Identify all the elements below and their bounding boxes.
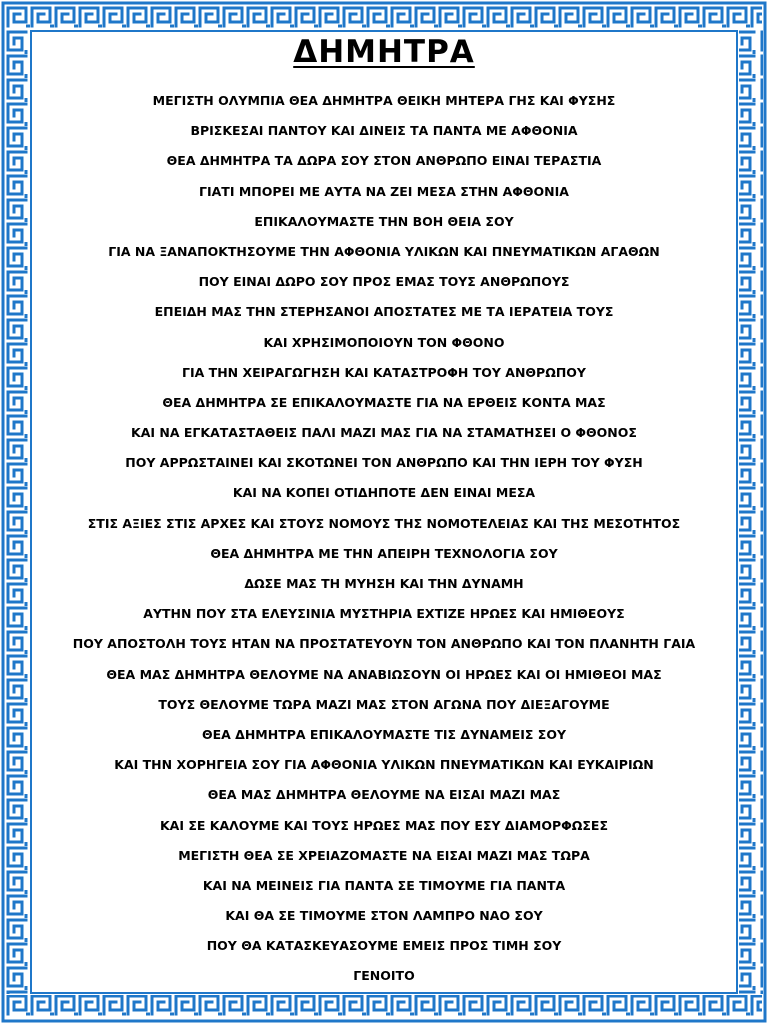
text-line: ΠΟΥ ΕΙΝΑΙ ΔΩΡΟ ΣΟΥ ΠΡΟΣ ΕΜΑΣ ΤΟΥΣ ΑΝΘΡΩΠΟΥΣ — [198, 274, 570, 290]
text-line: ΚΑΙ ΝΑ ΚΟΠΕΙ ΟΤΙΔΗΠΟΤΕ ΔΕΝ ΕΙΝΑΙ ΜΕΣΑ — [232, 485, 536, 501]
text-line: ΤΟΥΣ ΘΕΛΟΥΜΕ ΤΩΡΑ ΜΑΖΙ ΜΑΣ ΣΤΟΝ ΑΓΩΝΑ ΠΟΥ ΔΙΕΞΑΓΟΥΜΕ — [158, 696, 610, 712]
text-line: ΘΕΑ ΔΗΜΗΤΡΑ ΤΑ ΔΩΡΑ ΣΟΥ ΣΤΟΝ ΑΝΘΡΩΠΟ ΕΙΝΑΙ ΤΕΡΑΣΤΙΑ — [166, 153, 602, 169]
text-line: ΘΕΑ ΔΗΜΗΤΡΑ ΕΠΙΚΑΛΟΥΜΑΣΤΕ ΤΙΣ ΔΥΝΑΜΕΙΣ ΣΟΥ — [201, 726, 567, 742]
text-line: ΘΕΑ ΔΗΜΗΤΡΑ ΜΕ ΤΗΝ ΑΠΕΙΡΗ ΤΕΧΝΟΛΟΓΙΑ ΣΟΥ — [210, 545, 558, 561]
document-title: ΔΗΜΗΤΡΑ — [293, 34, 475, 70]
text-line: ΚΑΙ ΘΑ ΣΕ ΤΙΜΟΥΜΕ ΣΤΟΝ ΛΑΜΠΡΟ ΝΑΟ ΣΟΥ — [225, 908, 543, 924]
document-body — [40, 32, 728, 992]
text-line: ΠΟΥ ΑΡΡΩΣΤΑΙΝΕΙ ΚΑΙ ΣΚΟΤΩΝΕΙ ΤΟΝ ΑΝΘΡΩΠΟ ΚΑΙ ΤΗΝ ΙΕΡΗ ΤΟΥ ΦΥΣΗ — [125, 455, 643, 471]
text-line: ΔΩΣΕ ΜΑΣ ΤΗ ΜΥΗΣΗ ΚΑΙ ΤΗΝ ΔΥΝΑΜΗ — [244, 576, 524, 591]
text-line: ΓΙΑ ΤΗΝ ΧΕΙΡΑΓΩΓΗΣΗ ΚΑΙ ΚΑΤΑΣΤΡΟΦΗ ΤΟΥ ΑΝΘΡΩΠΟΥ — [182, 364, 586, 380]
text-line: ΓΙΑΤΙ ΜΠΟΡΕΙ ΜΕ ΑΥΤΑ ΝΑ ΖΕΙ ΜΕΣΑ ΣΤΗΝ ΑΦΘΟΝΙΑ — [199, 183, 569, 199]
text-line: ΣΤΙΣ ΑΞΙΕΣ ΣΤΙΣ ΑΡΧΕΣ ΚΑΙ ΣΤΟΥΣ ΝΟΜΟΥΣ ΤΗΣ ΝΟΜΟΤΕΛΕΙΑΣ ΚΑΙ ΤΗΣ ΜΕΣΟΤΗΤΟΣ — [87, 515, 681, 531]
text-line: ΚΑΙ ΝΑ ΜΕΙΝΕΙΣ ΓΙΑ ΠΑΝΤΑ ΣΕ ΤΙΜΟΥΜΕ ΓΙΑ ΠΑΝΤΑ — [202, 877, 566, 893]
text-line: ΕΠΕΙΔΗ ΜΑΣ ΤΗΝ ΣΤΕΡΗΣΑΝΟΙ ΑΠΟΣΤΑΤΕΣ ΜΕ ΤΑ ΙΕΡΑΤΕΙΑ ΤΟΥΣ — [154, 304, 614, 320]
text-line: ΘΕΑ ΜΑΣ ΔΗΜΗΤΡΑ ΘΕΛΟΥΜΕ ΝΑ ΑΝΑΒΙΩΣΟΥΝ ΟΙ ΗΡΩΕΣ ΚΑΙ ΟΙ ΗΜΙΘΕΟΙ ΜΑΣ — [106, 666, 662, 682]
text-line: ΠΟΥ ΘΑ ΚΑΤΑΣΚΕΥΑΣΟΥΜΕ ΕΜΕΙΣ ΠΡΟΣ ΤΙΜΗ ΣΟΥ — [206, 938, 562, 954]
text-line: ΒΡΙΣΚΕΣΑΙ ΠΑΝΤΟΥ ΚΑΙ ΔΙΝΕΙΣ ΤΑ ΠΑΝΤΑ ΜΕ ΑΦΘΟΝΙΑ — [190, 123, 578, 139]
text-line: ΓΙΑ ΝΑ ΞΑΝΑΠΟΚΤΗΣΟΥΜΕ ΤΗΝ ΑΦΘΟΝΙΑ ΥΛΙΚΩΝ ΚΑΙ ΠΝΕΥΜΑΤΙΚΩΝ ΑΓΑΘΩΝ — [108, 243, 660, 259]
text-line: ΓΕΝΟΙΤΟ — [353, 968, 415, 984]
text-line: ΚΑΙ ΤΗΝ ΧΟΡΗΓΕΙΑ ΣΟΥ ΓΙΑ ΑΦΘΟΝΙΑ ΥΛΙΚΩΝ ΠΝΕΥΜΑΤΙΚΩΝ ΚΑΙ ΕΥΚΑΙΡΙΩΝ — [114, 757, 654, 773]
prayer-text — [40, 86, 728, 992]
text-line: ΘΕΑ ΜΑΣ ΔΗΜΗΤΡΑ ΘΕΛΟΥΜΕ ΝΑ ΕΙΣΑΙ ΜΑΖΙ ΜΑΣ — [207, 787, 561, 803]
text-line: ΚΑΙ ΧΡΗΣΙΜΟΠΟΙΟΥΝ ΤΟΝ ΦΘΟΝΟ — [263, 334, 505, 350]
text-line: ΠΟΥ ΑΠΟΣΤΟΛΗ ΤΟΥΣ ΗΤΑΝ ΝΑ ΠΡΟΣΤΑΤΕΥΟΥΝ ΤΟΝ ΑΝΘΡΩΠΟ ΚΑΙ ΤΟΝ ΠΛΑΝΗΤΗ ΓΑΙΑ — [72, 636, 696, 652]
text-line: ΘΕΑ ΔΗΜΗΤΡΑ ΣΕ ΕΠΙΚΑΛΟΥΜΑΣΤΕ ΓΙΑ ΝΑ ΕΡΘΕΙΣ ΚΟΝΤΑ ΜΑΣ — [162, 394, 606, 410]
text-line: ΜΕΓΙΣΤΗ ΘΕΑ ΣΕ ΧΡΕΙΑΖΟΜΑΣΤΕ ΝΑ ΕΙΣΑΙ ΜΑΖΙ ΜΑΣ ΤΩΡΑ — [178, 847, 590, 863]
text-line: ΑΥΤΗΝ ΠΟΥ ΣΤΑ ΕΛΕΥΣΙΝΙΑ ΜΥΣΤΗΡΙΑ ΕΧΤΙΖΕ ΗΡΩΕΣ ΚΑΙ ΗΜΙΘΕΟΥΣ — [143, 606, 625, 622]
text-line: ΜΕΓΙΣΤΗ ΟΛΥΜΠΙΑ ΘΕΑ ΔΗΜΗΤΡΑ ΘΕΙΚΗ ΜΗΤΕΡΑ ΓΗΣ ΚΑΙ ΦΥΣΗΣ — [152, 93, 616, 108]
text-line: ΚΑΙ ΣΕ ΚΑΛΟΥΜΕ ΚΑΙ ΤΟΥΣ ΗΡΩΕΣ ΜΑΣ ΠΟΥ ΕΣΥ ΔΙΑΜΟΡΦΩΣΕΣ — [159, 817, 609, 833]
text-line: ΚΑΙ ΝΑ ΕΓΚΑΤΑΣΤΑΘΕΙΣ ΠΑΛΙ ΜΑΖΙ ΜΑΣ ΓΙΑ ΝΑ ΣΤΑΜΑΤΗΣΕΙ Ο ΦΘΟΝΟΣ — [131, 425, 637, 441]
text-line: ΕΠΙΚΑΛΟΥΜΑΣΤΕ ΤΗΝ ΒΟΗ ΘΕΙΑ ΣΟΥ — [254, 213, 514, 229]
